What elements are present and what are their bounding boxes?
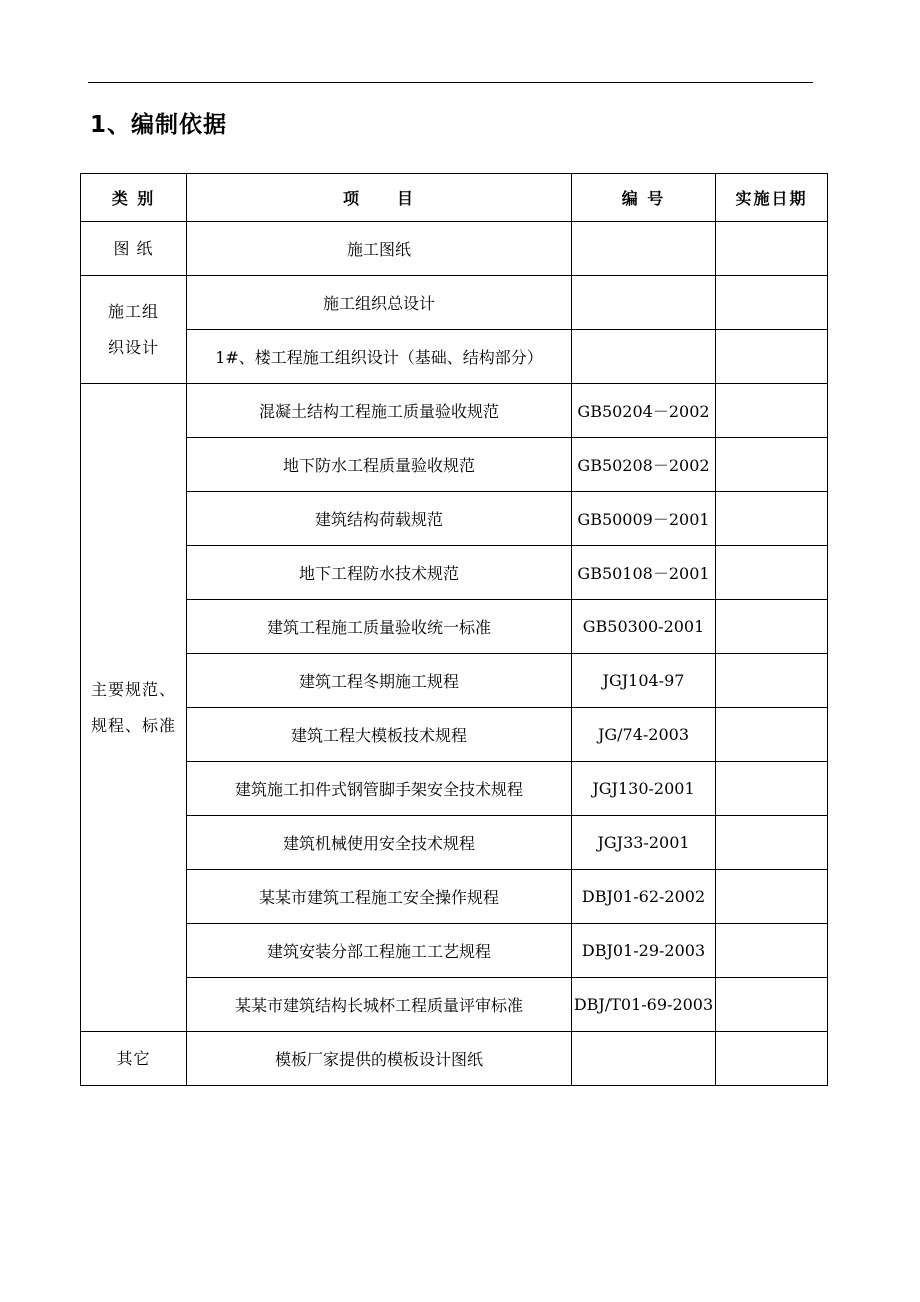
table-row <box>81 438 828 492</box>
category-line: 图 纸 <box>113 238 154 258</box>
table-row <box>81 870 828 924</box>
date-cell <box>716 654 828 708</box>
header-code: 编 号 <box>572 174 716 222</box>
code-cell: JGJ130-2001 <box>572 762 716 816</box>
code-cell: GB50204－2002 <box>572 384 716 438</box>
table-row <box>81 762 828 816</box>
item-cell: 建筑工程大模板技术规程 <box>187 708 572 762</box>
code-cell <box>572 1032 716 1086</box>
code-cell: GB50300-2001 <box>572 600 716 654</box>
item-cell: 某某市建筑工程施工安全操作规程 <box>187 870 572 924</box>
category-cell <box>81 276 187 384</box>
date-cell <box>716 816 828 870</box>
table-row <box>81 492 828 546</box>
date-cell <box>716 978 828 1032</box>
code-cell <box>572 330 716 384</box>
item-cell: 某某市建筑结构长城杯工程质量评审标准 <box>187 978 572 1032</box>
table-row <box>81 708 828 762</box>
table-row <box>81 384 828 438</box>
code-cell: GB50108－2001 <box>572 546 716 600</box>
date-cell <box>716 1032 828 1086</box>
table-row <box>81 600 828 654</box>
table-row <box>81 924 828 978</box>
item-cell: 建筑施工扣件式钢管脚手架安全技术规程 <box>187 762 572 816</box>
table-row <box>81 330 828 384</box>
code-cell <box>572 276 716 330</box>
code-cell: GB50208－2002 <box>572 438 716 492</box>
header-rule <box>88 82 813 83</box>
item-cell: 建筑工程冬期施工规程 <box>187 654 572 708</box>
code-cell: DBJ/T01-69-2003 <box>572 978 716 1032</box>
code-cell: JG/74-2003 <box>572 708 716 762</box>
code-cell: GB50009－2001 <box>572 492 716 546</box>
table-row <box>81 978 828 1032</box>
item-cell: 建筑机械使用安全技术规程 <box>187 816 572 870</box>
category-line: 规程、标准 <box>90 715 176 735</box>
date-cell <box>716 330 828 384</box>
item-cell: 地下工程防水技术规范 <box>187 546 572 600</box>
category-cell <box>81 384 187 1032</box>
category-cell <box>81 222 187 276</box>
code-cell: DBJ01-29-2003 <box>572 924 716 978</box>
table-row <box>81 654 828 708</box>
header-date: 实施日期 <box>716 174 828 222</box>
code-cell: DBJ01-62-2002 <box>572 870 716 924</box>
date-cell <box>716 222 828 276</box>
date-cell <box>716 924 828 978</box>
date-cell <box>716 600 828 654</box>
category-line: 主要规范、 <box>90 679 176 699</box>
item-cell: 建筑安装分部工程施工工艺规程 <box>187 924 572 978</box>
category-line: 织设计 <box>107 337 159 357</box>
item-cell: 建筑工程施工质量验收统一标准 <box>187 600 572 654</box>
table-row <box>81 816 828 870</box>
item-cell: 地下防水工程质量验收规范 <box>187 438 572 492</box>
category-line: 其它 <box>116 1048 151 1068</box>
table-body <box>81 222 828 1086</box>
table-header-row <box>81 174 828 222</box>
category-line: 施工组 <box>107 301 159 321</box>
item-cell: 混凝土结构工程施工质量验收规范 <box>187 384 572 438</box>
item-cell: 模板厂家提供的模板设计图纸 <box>187 1032 572 1086</box>
date-cell <box>716 492 828 546</box>
header-item: 项 目 <box>187 174 572 222</box>
table-row <box>81 276 828 330</box>
code-cell <box>572 222 716 276</box>
section-title: 1、编制依据 <box>90 112 228 138</box>
table-row <box>81 1032 828 1086</box>
date-cell <box>716 384 828 438</box>
date-cell <box>716 276 828 330</box>
code-cell: JGJ104-97 <box>572 654 716 708</box>
item-cell: 1#、楼工程施工组织设计（基础、结构部分） <box>187 330 572 384</box>
item-cell: 施工图纸 <box>187 222 572 276</box>
date-cell <box>716 762 828 816</box>
table-row <box>81 546 828 600</box>
table-row <box>81 222 828 276</box>
category-cell <box>81 1032 187 1086</box>
date-cell <box>716 870 828 924</box>
item-cell: 施工组织总设计 <box>187 276 572 330</box>
date-cell <box>716 708 828 762</box>
item-cell: 建筑结构荷载规范 <box>187 492 572 546</box>
header-category: 类 别 <box>81 174 187 222</box>
date-cell <box>716 438 828 492</box>
date-cell <box>716 546 828 600</box>
code-cell: JGJ33-2001 <box>572 816 716 870</box>
basis-table <box>80 173 828 1086</box>
